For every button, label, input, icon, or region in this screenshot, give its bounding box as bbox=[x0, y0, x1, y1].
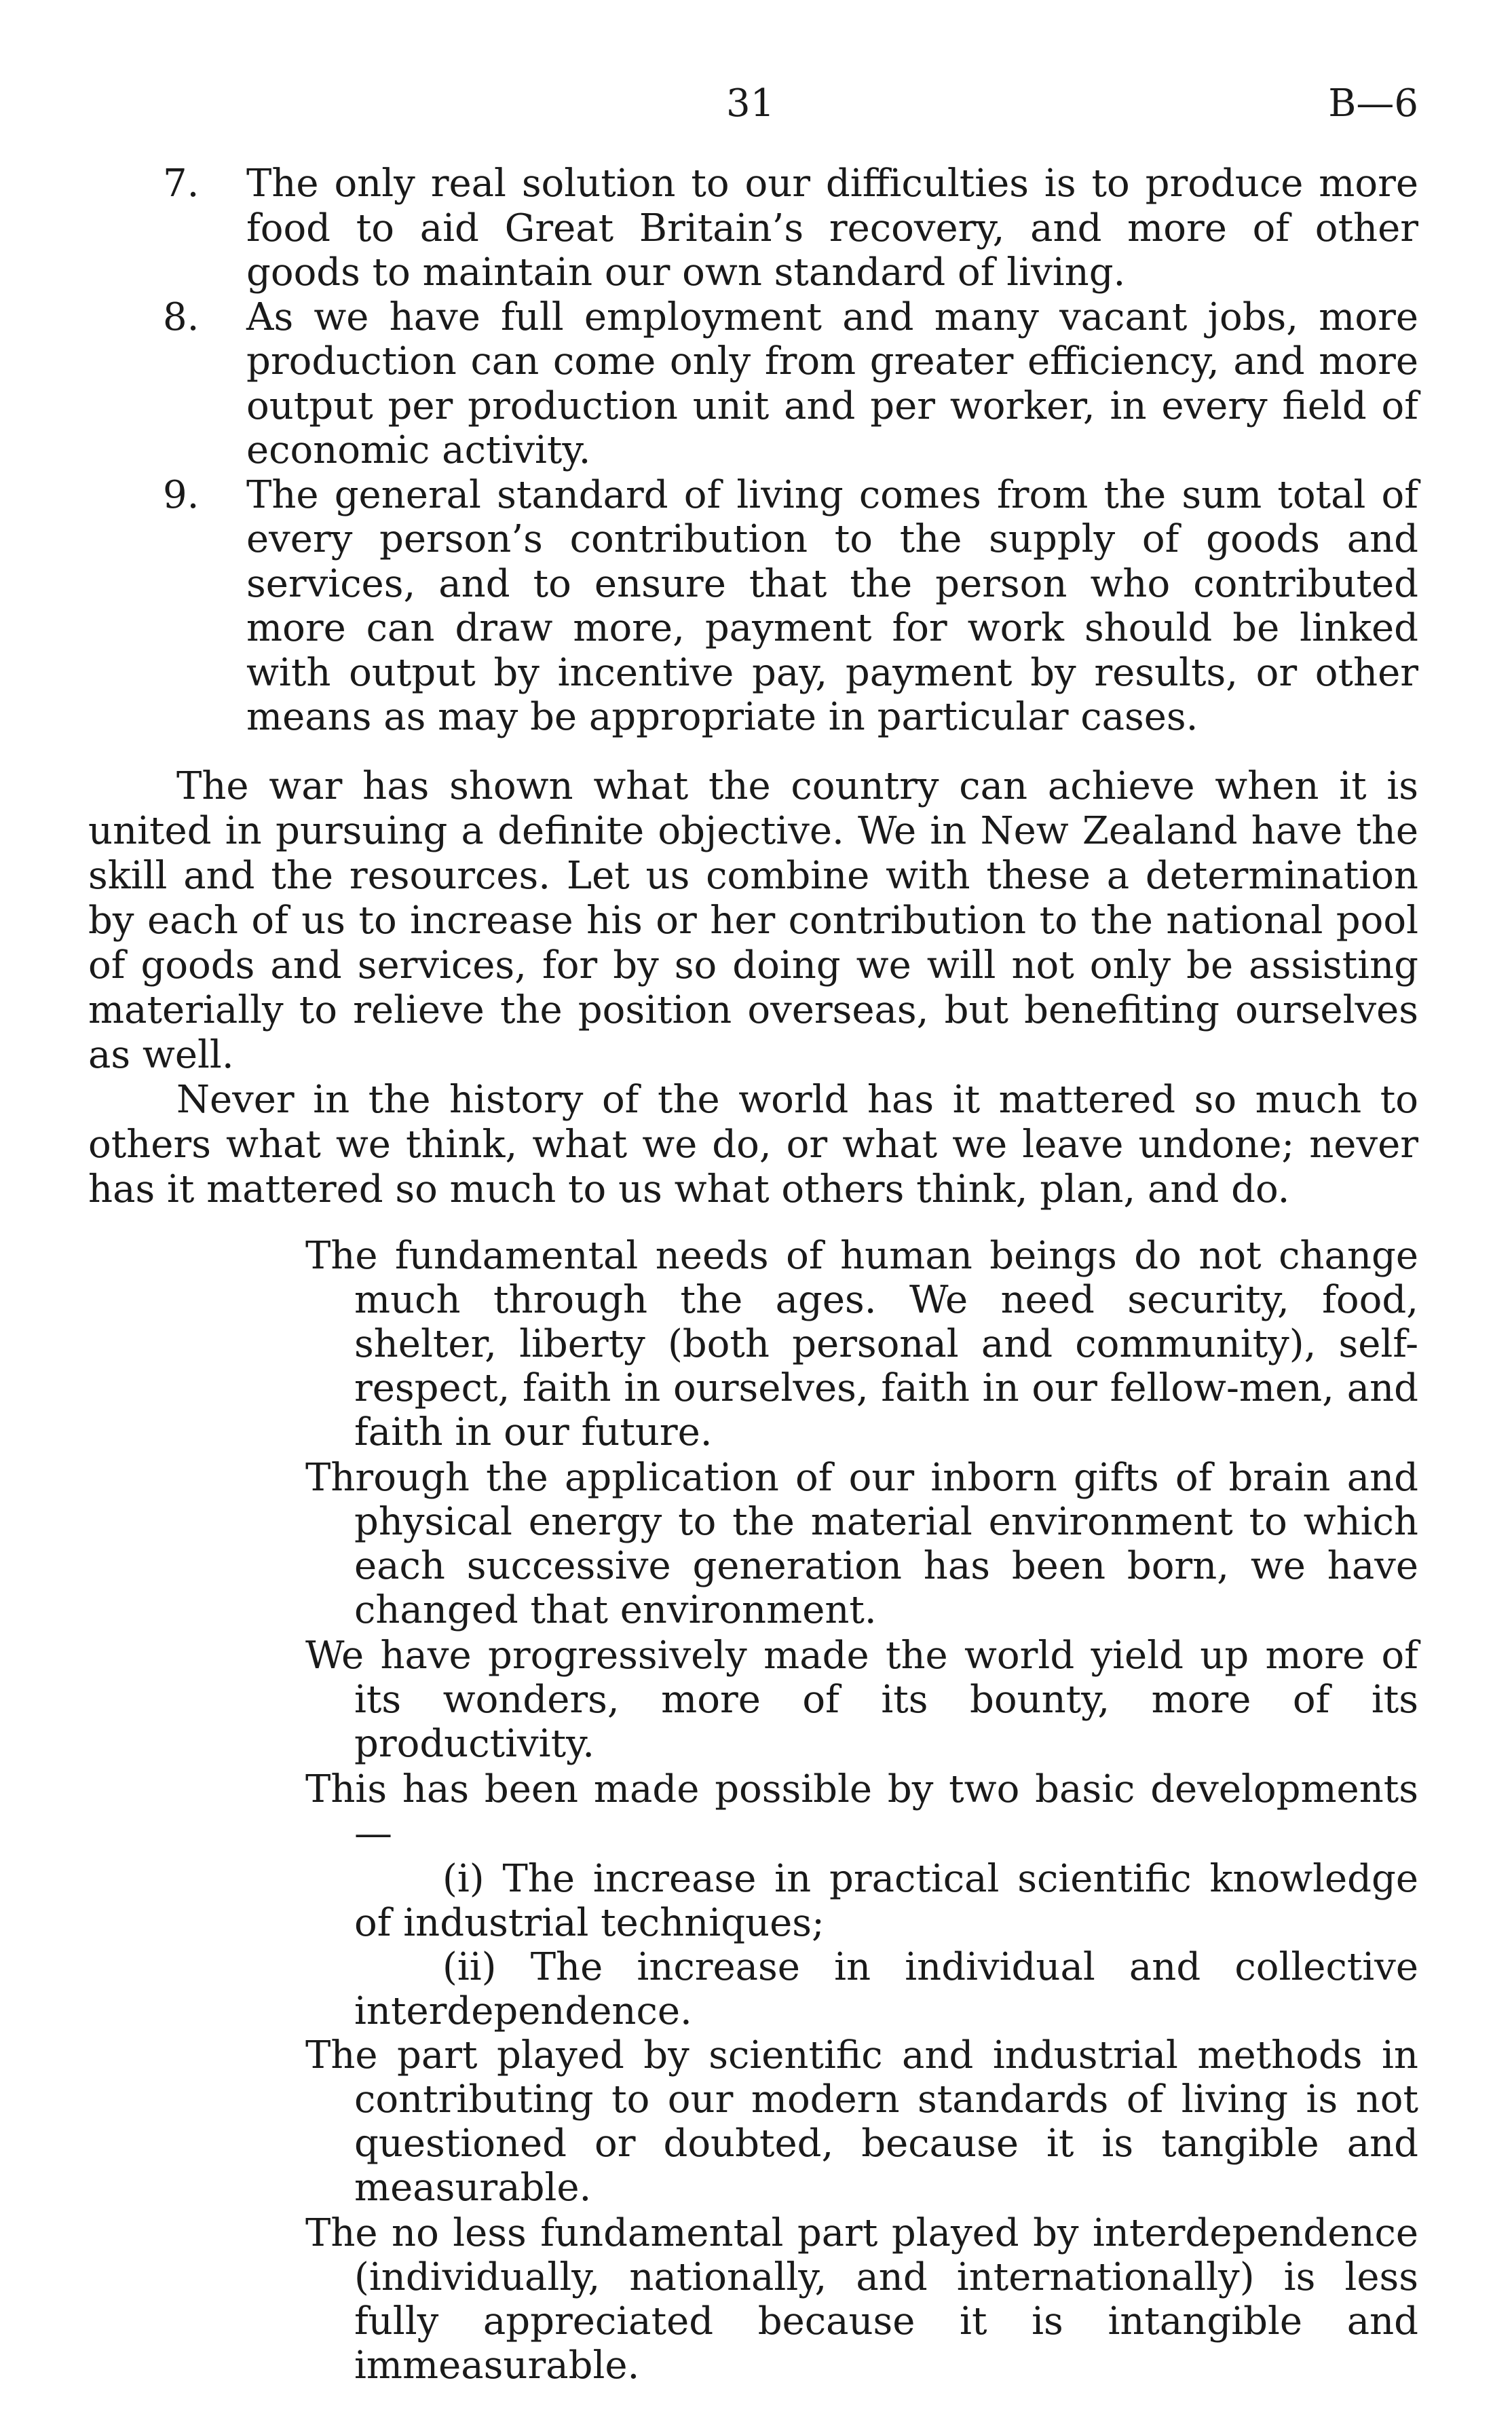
item-number: 7. bbox=[163, 162, 200, 206]
quote-paragraph: The fundamental needs of human beings do not change much through the ages. We need security, food, shelter, liberty (both personal and community), self-respect, faith in ourselves, faith in our fellow-men, and faith in our future. bbox=[305, 1233, 1418, 1454]
quote-paragraph: The part played by scientific and industrial methods in contributing to our modern standards of living is not questioned or doubted, because it is tangible and measurable. bbox=[305, 2033, 1418, 2210]
item-number: 8. bbox=[163, 295, 200, 339]
quote-subitem: (i) The increase in practical scientific knowledge of industrial techniques; bbox=[354, 1856, 1418, 1945]
quote-paragraph: Through the application of our inborn gifts of brain and physical energy to the material environment to which each successive generation has been born, we have changed that environment. bbox=[305, 1455, 1418, 1632]
quote-paragraph: This has been made possible by two basic developments— bbox=[305, 1767, 1418, 1856]
page-number: 31 bbox=[726, 81, 775, 126]
quote-paragraph: We have progressively made the world yield up more of its wonders, more of its bounty, more of its productivity. bbox=[305, 1633, 1418, 1766]
numbered-item bbox=[88, 162, 1418, 295]
item-text: The only real solution to our difficulties is to produce more food to aid Great Britain’s recovery, and more of other goods to maintain our own standard of living. bbox=[246, 162, 1418, 295]
numbered-item bbox=[88, 473, 1418, 740]
page-header bbox=[88, 81, 1418, 136]
body-paragraph: The war has shown what the country can achieve when it is united in pursuing a definite objective. We in New Zealand have the skill and the resources. Let us combine with these a determination by each of us to increase his or her contribution to the national pool of goods and services, for by so doing we will not only be assisting materially to relieve the position overseas, but benefiting ourselves as well. bbox=[88, 764, 1418, 1077]
item-text: The general standard of living comes from the sum total of every person’s contribution to the supply of goods and services, and to ensure that the person who contributed more can draw more, payment for work should be linked with output by incentive pay, payment by results, or other means as may be appropriate in particular cases. bbox=[246, 472, 1418, 739]
item-text: As we have full employment and many vacant jobs, more production can come only from greater efficiency, and more output per production unit and per worker, in every field of economic activity. bbox=[246, 295, 1418, 472]
document-reference: B—6 bbox=[1328, 81, 1418, 126]
numbered-item bbox=[88, 295, 1418, 473]
body-paragraph: Never in the history of the world has it mattered so much to others what we think, what we do, or what we leave undone; never has it mattered so much to us what others think, plan, and do. bbox=[88, 1077, 1418, 1211]
numbered-list bbox=[88, 162, 1418, 740]
item-number: 9. bbox=[163, 472, 200, 517]
quote-subitem: (ii) The increase in individual and collective interdependence. bbox=[354, 1944, 1418, 2033]
quote-paragraph: The no less fundamental part played by interdependence (individually, nationally, and internationally) is less fully appreciated because it is intangible and immeasurable. bbox=[305, 2210, 1418, 2388]
document-page bbox=[88, 81, 1418, 2389]
indented-quote-block bbox=[305, 1234, 1418, 2388]
